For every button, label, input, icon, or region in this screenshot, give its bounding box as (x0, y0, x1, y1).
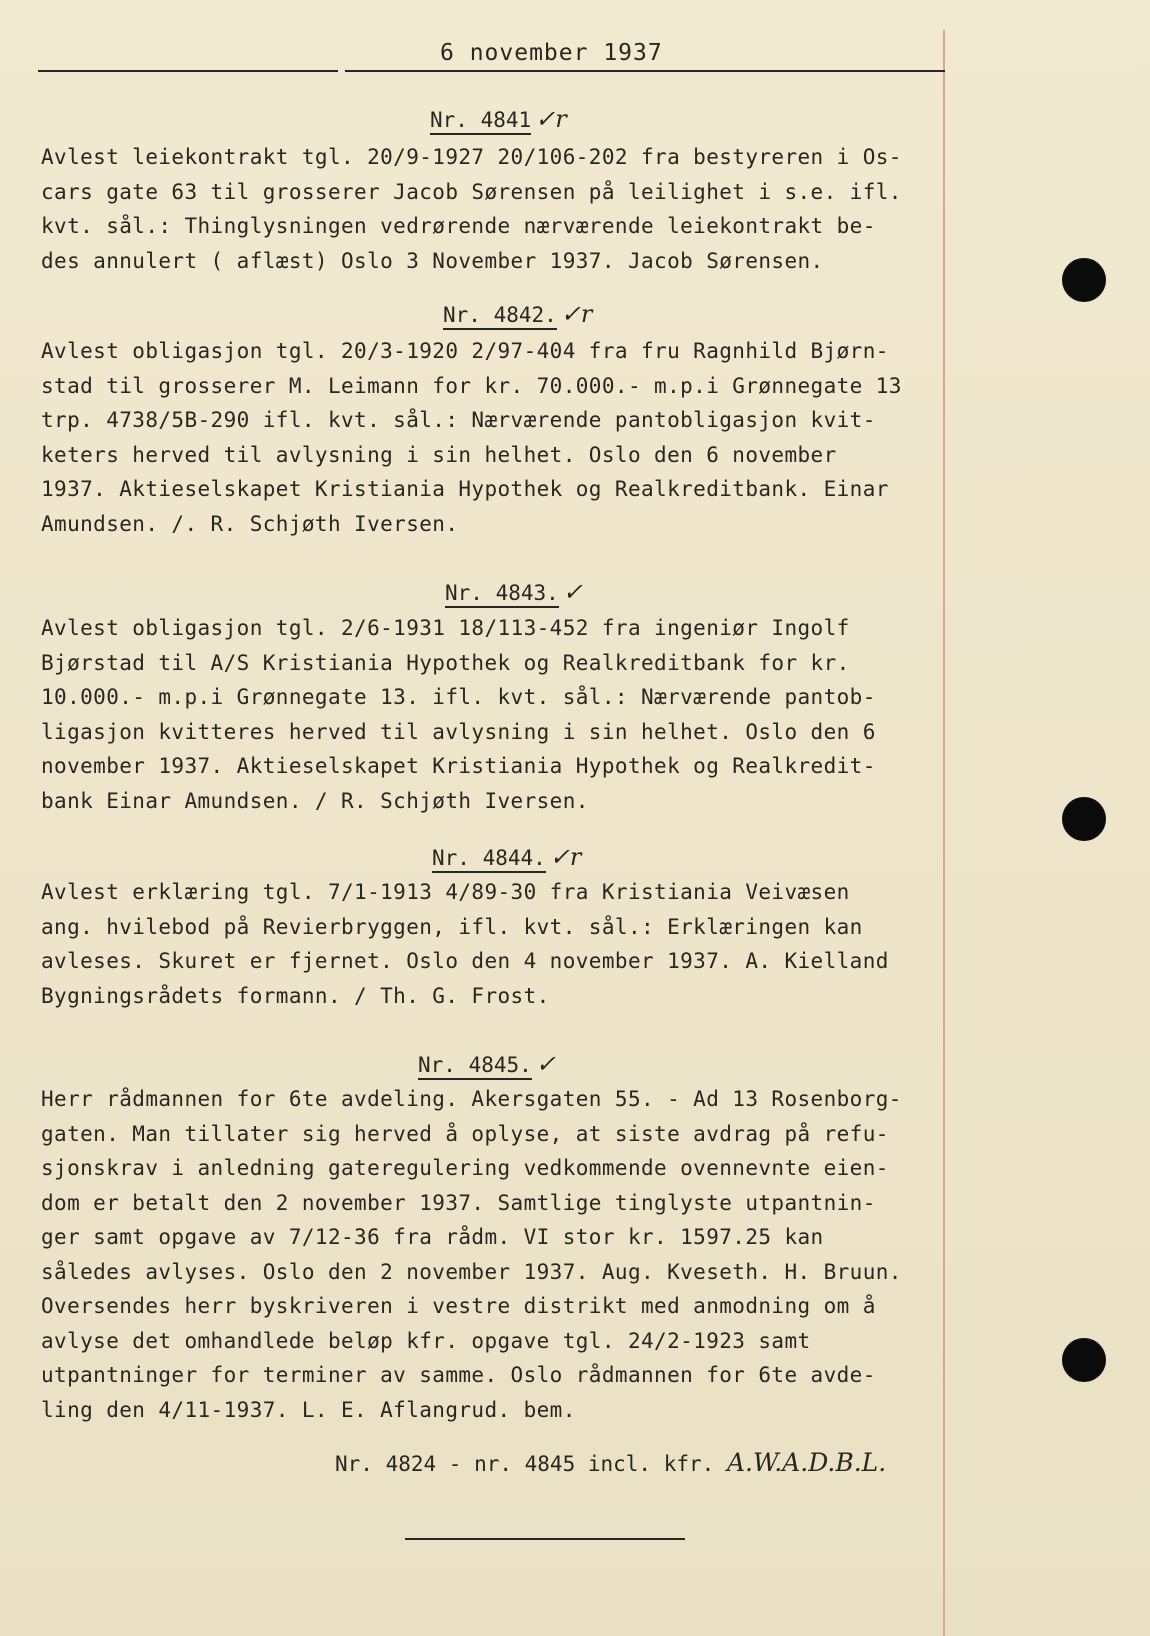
text-line: cars gate 63 til grosserer Jacob Sørensen på leilighet i s.e. ifl. (41, 179, 902, 204)
text-line: ang. hvilebod på Revierbryggen, ifl. kvt. sål.: Erklæringen kan (41, 914, 863, 939)
entry-heading (418, 1050, 556, 1078)
text-line: stad til grosserer M. Leimann for kr. 70.000.- m.p.i Grønnegate 13 (41, 373, 902, 398)
check-mark: ✓ (535, 1050, 556, 1078)
entry-text (41, 1082, 971, 1427)
text-line: avlyse det omhandlede beløp kfr. opgave tgl. 24/2-1923 samt (41, 1328, 811, 1353)
footer-text: Nr. 4824 - nr. 4845 incl. kfr. (335, 1452, 715, 1476)
text-line: Bjørstad til A/S Kristiania Hypothek og Realkreditbank for kr. (41, 650, 850, 675)
text-line: ger samt opgave av 7/12-36 fra rådm. VI stor kr. 1597.25 kan (41, 1225, 824, 1249)
entry-heading (445, 578, 583, 606)
text-line: sjonskrav i anledning gateregulering vedkommende ovennevnte eien- (41, 1156, 889, 1180)
entry-number: Nr. 4841 (430, 108, 531, 135)
check-mark: ✓r (549, 843, 582, 871)
entry-number: Nr. 4845. (418, 1053, 532, 1080)
check-mark: ✓ (562, 578, 583, 606)
text-line: Herr rådmannen for 6te avdeling. Akersgaten 55. - Ad 13 Rosenborg- (41, 1087, 902, 1111)
text-line: Bygningsrådets formann. / Th. G. Frost. (41, 983, 550, 1008)
entry-number: Nr. 4842. (443, 303, 557, 330)
text-line: keters herved til avlysning i sin helhet. Oslo den 6 november (41, 442, 837, 467)
entry-text (41, 140, 971, 278)
check-mark: ✓r (535, 105, 567, 133)
entry-text (41, 611, 971, 818)
text-line: 1937. Aktieselskapet Kristiania Hypothek og Realkreditbank. Einar (41, 477, 889, 501)
text-line: således avlyses. Oslo den 2 november 1937. Aug. Kveseth. H. Bruun. (41, 1259, 902, 1284)
punch-hole (1062, 797, 1106, 841)
footer-note (335, 1448, 886, 1477)
text-line: dom er betalt den 2 november 1937. Samtlige tinglyste utpantnin- (41, 1190, 876, 1215)
punch-hole (1062, 1338, 1106, 1382)
text-line: ligasjon kvitteres herved til avlysning i sin helhet. Oslo den 6 (41, 719, 876, 744)
text-line: Avlest obligasjon tgl. 20/3-1920 2/97-404 fra fru Ragnhild Bjørn- (41, 339, 889, 363)
entry-text (41, 334, 971, 541)
text-line: gaten. Man tillater sig herved å oplyse, at siste avdrag på refu- (41, 1121, 889, 1146)
entry-text (41, 875, 971, 1013)
entry-heading (430, 105, 567, 133)
entry-heading (443, 300, 592, 328)
text-line: trp. 4738/5B-290 ifl. kvt. sål.: Nærværende pantobligasjon kvit- (41, 408, 876, 432)
text-line: november 1937. Aktieselskapet Kristiania Hypothek og Realkredit- (41, 754, 876, 778)
page-date: 6 november 1937 (440, 40, 663, 66)
header-rule (38, 70, 338, 72)
text-line: ling den 4/11-1937. L. E. Aflangrud. bem. (41, 1397, 576, 1422)
text-line: kvt. sål.: Thinglysningen vedrørende nærværende leiekontrakt be- (41, 214, 876, 238)
text-line: Oversendes herr byskriveren i vestre distrikt med anmodning om å (41, 1294, 876, 1318)
text-line: bank Einar Amundsen. / R. Schjøth Iversen. (41, 788, 589, 813)
punch-hole (1062, 258, 1106, 302)
text-line: utpantninger for terminer av samme. Oslo rådmannen for 6te avde- (41, 1363, 876, 1387)
text-line: avleses. Skuret er fjernet. Oslo den 4 november 1937. A. Kielland (41, 949, 889, 973)
entry-heading (432, 843, 581, 871)
text-line: Avlest erklæring tgl. 7/1-1913 4/89-30 fra Kristiania Veivæsen (41, 880, 850, 904)
footer-rule (405, 1538, 685, 1540)
text-line: des annulert ( aflæst) Oslo 3 November 1937. Jacob Sørensen. (41, 248, 824, 273)
header-rule (345, 70, 945, 72)
entry-number: Nr. 4843. (445, 581, 559, 608)
text-line: Avlest leiekontrakt tgl. 20/9-1927 20/106-202 fra bestyreren i Os- (41, 145, 902, 169)
entry-number: Nr. 4844. (432, 846, 546, 873)
check-mark: ✓r (560, 300, 593, 328)
signature: A.W.A.D.B.L. (726, 1448, 887, 1477)
text-line: Avlest obligasjon tgl. 2/6-1931 18/113-452 fra ingeniør Ingolf (41, 616, 850, 640)
text-line: 10.000.- m.p.i Grønnegate 13. ifl. kvt. sål.: Nærværende pantob- (41, 685, 876, 709)
text-line: Amundsen. /. R. Schjøth Iversen. (41, 511, 459, 536)
